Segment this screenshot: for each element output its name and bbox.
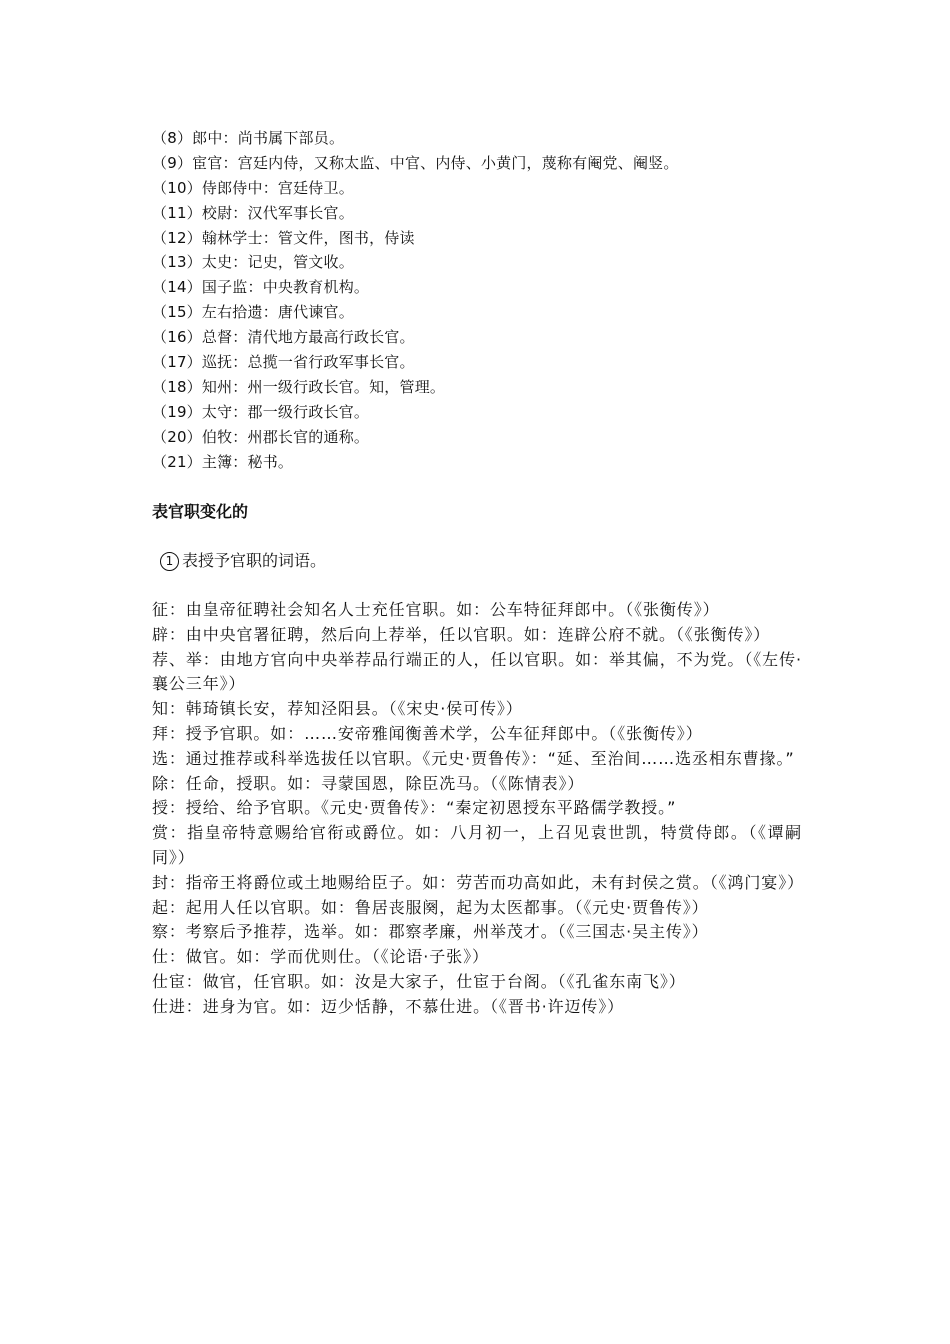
list-item: （16）总督：清代地方最高行政长官。	[152, 328, 415, 347]
definition-entry: 选：通过推荐或科举选拔任以官职。《元史·贾鲁传》：“延、至治间……选丞相东曹掾。”	[152, 748, 795, 768]
section-heading: 表官职变化的	[152, 502, 249, 521]
subsection-title: 表授予官职的词语。	[182, 551, 327, 570]
definition-entry: 拜：授予官职。如：……安帝雅闻衡善术学，公车征拜郎中。（《张衡传》）	[152, 723, 703, 743]
definition-entry: 仕：做官。如：学而优则仕。（《论语·子张》）	[152, 947, 489, 967]
list-item: （13）太史：记史，管文收。	[152, 253, 354, 272]
list-item: （21）主簿：秘书。	[152, 452, 294, 471]
definition-entry: 起：起用人任以官职。如：鲁居丧服阕，起为太医都事。（《元史·贾鲁传》）	[152, 897, 709, 917]
list-item: （9）宦官：宫廷内侍，又称太监、中官、内侍、小黄门，蔑称有阉党、阉竖。	[152, 153, 679, 172]
definition-entry: 仕宦：做官，任官职。如：汝是大家子，仕宦于台阁。（《孔雀东南飞》）	[152, 971, 686, 991]
definition-entry: 仕进：进身为官。如：迈少恬静，不慕仕进。（《晋书·许迈传》）	[152, 996, 625, 1016]
list-item: （18）知州：州一级行政长官。知，管理。	[152, 377, 446, 396]
list-item: （20）伯牧：州郡长官的通称。	[152, 427, 370, 446]
definition-entry: 授：授给、给予官职。《元史·贾鲁传》：“秦定初恩授东平路儒学教授。”	[152, 798, 677, 818]
list-item: （19）太守：郡一级行政长官。	[152, 402, 370, 421]
circled-number: 1	[160, 552, 179, 571]
official-title-list	[152, 126, 812, 474]
list-item: （17）巡抚：总揽一省行政军事长官。	[152, 353, 415, 372]
list-item: （14）国子监：中央教育机构。	[152, 278, 370, 297]
list-item: （11）校尉：汉代军事长官。	[152, 203, 354, 222]
definition-entry: 除：任命，授职。如：寻蒙国恩，除臣冼马。（《陈情表》）	[152, 773, 585, 793]
definition-entry: 辟：由中央官署征聘，然后向上荐举，任以官职。如：连辟公府不就。（《张衡传》）	[152, 624, 771, 644]
term-definitions	[152, 598, 805, 1020]
definition-entry: 封：指帝王将爵位或土地赐给臣子。如：劳苦而功高如此，未有封侯之赏。（《鸿门宴》）	[152, 872, 805, 892]
definition-entry: 赏：指皇帝特意赐给官衔或爵位。如：八月初一，上召见袁世凯，特赏侍郎。（《谭嗣同》）	[152, 823, 802, 867]
subsection-heading	[152, 549, 326, 573]
definition-entry: 荐、举：由地方官向中央举荐品行端正的人，任以官职。如：举其偏，不为党。（《左传·襄公三年》）	[152, 649, 802, 694]
list-item: （12）翰林学士：管文件，图书，侍读	[152, 228, 415, 247]
list-item: （15）左右拾遗：唐代谏官。	[152, 303, 354, 322]
list-item: （8）郎中：尚书属下部员。	[152, 129, 345, 147]
definition-entry: 知：韩琦镇长安，荐知泾阳县。（《宋史·侯可传》）	[152, 699, 523, 719]
definition-entry: 察：考察后予推荐，选举。如：郡察孝廉，州举茂才。（《三国志·吴主传》）	[152, 922, 709, 942]
definition-entry: 征：由皇帝征聘社会知名人士充任官职。如：公车特征拜郎中。（《张衡传》）	[152, 600, 720, 619]
list-item: （10）侍郎侍中：宫廷侍卫。	[152, 178, 354, 197]
